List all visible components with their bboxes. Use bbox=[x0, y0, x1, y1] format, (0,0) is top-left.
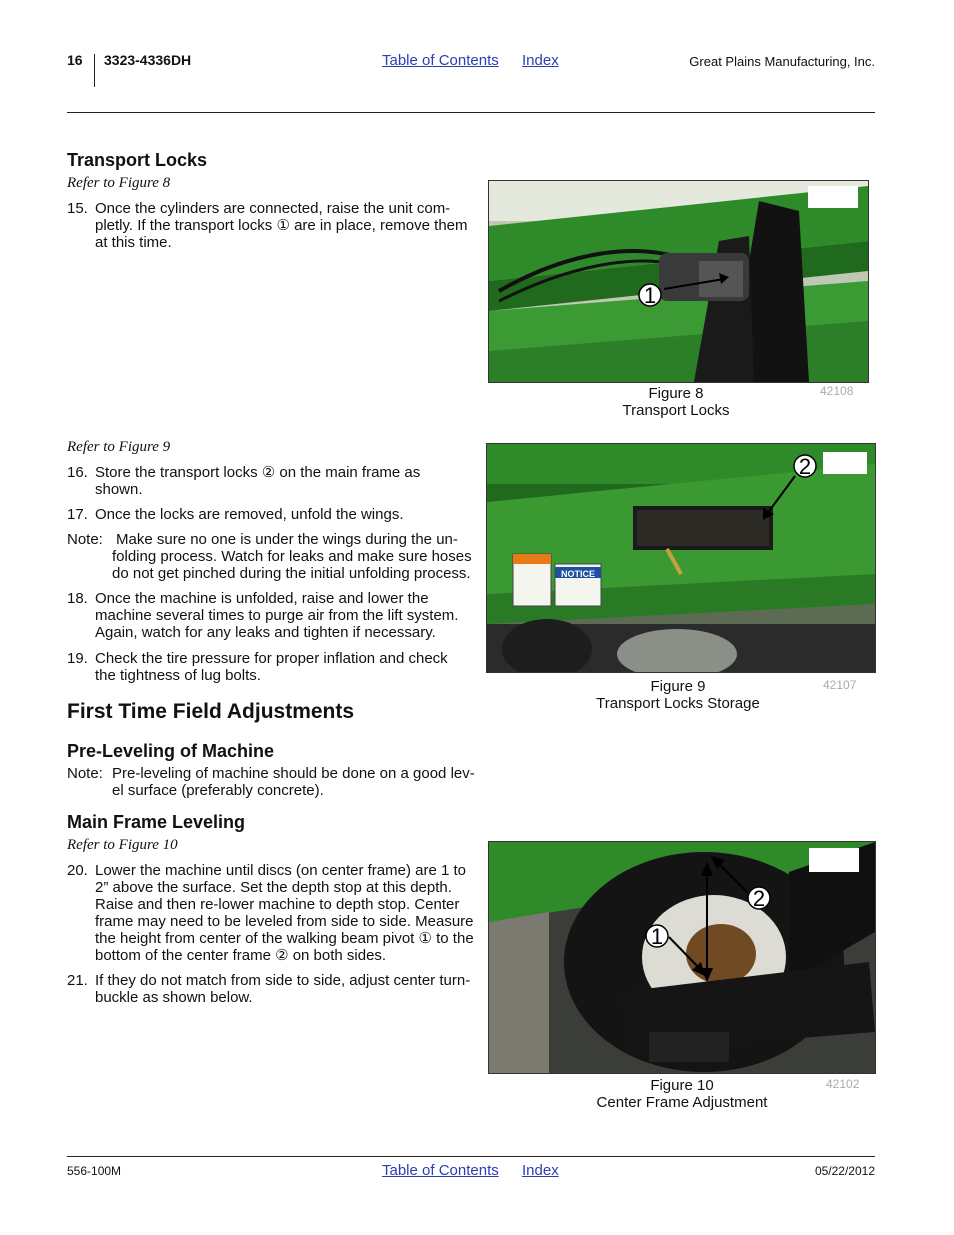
step-number: 18. bbox=[67, 590, 88, 607]
note-text bbox=[112, 531, 472, 582]
subsection-pre-leveling: Pre-Leveling of Machine bbox=[67, 741, 275, 761]
step-18 bbox=[67, 590, 487, 642]
step-21 bbox=[67, 972, 487, 1008]
figure-title: Transport Locks Storage bbox=[596, 695, 760, 712]
step-number: 16. bbox=[67, 464, 88, 481]
step-line: frame may need to be leveled from side to side. Measure bbox=[95, 913, 474, 930]
figure-10-id: 42102 bbox=[826, 1077, 860, 1091]
step-number: 15. bbox=[67, 200, 88, 217]
step-line: the tightness of lug bolts. bbox=[95, 667, 261, 684]
step-line: machine several times to purge air from the lift system. bbox=[95, 607, 459, 624]
note-label: Note: bbox=[67, 531, 103, 548]
step-text bbox=[95, 200, 468, 251]
note-text bbox=[112, 765, 475, 799]
note-pre-leveling bbox=[67, 765, 487, 801]
step-line: Once the cylinders are connected, raise the unit com- bbox=[95, 200, 451, 217]
step-line: Lower the machine until discs (on center frame) are 1 to bbox=[95, 862, 467, 879]
step-20 bbox=[67, 862, 487, 966]
doc-id: 3323-4336DH bbox=[104, 52, 192, 68]
step-line: Store the transport locks ② on the main frame as bbox=[95, 464, 421, 481]
step-number: 17. bbox=[67, 506, 88, 523]
notice-label: NOTICE bbox=[560, 569, 596, 579]
callout-2: 2 bbox=[798, 454, 812, 479]
section-title-first-time-field: First Time Field Adjustments bbox=[67, 700, 355, 723]
figure-reference: Refer to Figure 9 bbox=[67, 439, 171, 455]
header-divider bbox=[94, 54, 95, 87]
index-link-header[interactable]: Index bbox=[522, 52, 559, 69]
figure-reference: Refer to Figure 8 bbox=[67, 175, 171, 191]
note-line: Pre-leveling of machine should be done on a good lev- bbox=[112, 765, 475, 782]
publish-date: 05/22/2012 bbox=[814, 1164, 875, 1178]
step-line: pletly. If the transport locks ① are in place, remove them bbox=[95, 217, 468, 234]
step-line: the height from center of the walking beam pivot ① to the bbox=[95, 930, 474, 947]
note-line: do not get pinched during the initial unfolding process. bbox=[112, 565, 471, 582]
figure-title: Transport Locks bbox=[622, 402, 730, 419]
index-link-footer[interactable]: Index bbox=[522, 1162, 559, 1179]
step-text bbox=[95, 464, 420, 498]
step-text bbox=[95, 590, 458, 641]
note-unfolding bbox=[67, 531, 487, 583]
transport-lock-photo bbox=[489, 181, 868, 382]
step-16 bbox=[67, 464, 487, 500]
figure-label: Figure 10 bbox=[650, 1077, 714, 1094]
note-label: Note: bbox=[67, 765, 103, 782]
subsection-main-frame-leveling: Main Frame Leveling bbox=[67, 812, 246, 832]
figure-label: Figure 8 bbox=[648, 385, 704, 402]
figure-10-caption bbox=[582, 1077, 782, 1111]
step-line: shown. bbox=[95, 481, 143, 498]
figure-8-id: 42108 bbox=[820, 384, 854, 398]
step-number: 20. bbox=[67, 862, 88, 879]
figure-title: Center Frame Adjustment bbox=[596, 1094, 768, 1111]
center-frame-adjustment-photo bbox=[489, 842, 875, 1073]
figure-reference: Refer to Figure 10 bbox=[67, 837, 178, 853]
step-line: If they do not match from side to side, adjust center turn- bbox=[95, 972, 471, 989]
step-19 bbox=[67, 650, 487, 686]
step-line: Raise and then re-lower machine to depth stop. Center bbox=[95, 896, 460, 913]
step-17 bbox=[67, 506, 487, 524]
figure-10-image bbox=[488, 841, 876, 1074]
toc-link-footer[interactable]: Table of Contents bbox=[382, 1162, 499, 1179]
transport-lock-storage-photo bbox=[487, 444, 875, 672]
footer-rule bbox=[67, 1156, 875, 1157]
step-line: buckle as shown below. bbox=[95, 989, 253, 1006]
note-line: el surface (preferably concrete). bbox=[112, 782, 324, 799]
figure-8-caption bbox=[576, 385, 776, 419]
step-line: at this time. bbox=[95, 234, 172, 251]
company-name: Great Plains Manufacturing, Inc. bbox=[689, 54, 875, 69]
section-title-transport-locks: Transport Locks bbox=[67, 150, 208, 170]
step-line: Once the machine is unfolded, raise and lower the bbox=[95, 590, 429, 607]
callout-1: 1 bbox=[643, 283, 657, 308]
note-line: folding process. Watch for leaks and make sure hoses bbox=[112, 548, 472, 565]
figure-9-id: 42107 bbox=[823, 678, 857, 692]
toc-link-header[interactable]: Table of Contents bbox=[382, 52, 499, 69]
step-number: 21. bbox=[67, 972, 88, 989]
step-text: Once the locks are removed, unfold the wings. bbox=[95, 506, 404, 523]
figure-9-caption bbox=[578, 678, 778, 712]
figure-9-image bbox=[486, 443, 876, 673]
doc-number: 556-100M bbox=[67, 1164, 122, 1178]
step-15 bbox=[67, 200, 487, 252]
page-number: 16 bbox=[67, 52, 83, 68]
figure-label: Figure 9 bbox=[650, 678, 706, 695]
step-line: Check the tire pressure for proper inflation and check bbox=[95, 650, 448, 667]
callout-2: 2 bbox=[752, 886, 766, 911]
step-text bbox=[95, 972, 470, 1006]
callout-1: 1 bbox=[650, 924, 664, 949]
step-line: 2” above the surface. Set the depth stop at this depth. bbox=[95, 879, 452, 896]
figure-8-image bbox=[488, 180, 869, 383]
step-text bbox=[95, 650, 448, 684]
step-line: Again, watch for any leaks and tighten if necessary. bbox=[95, 624, 436, 641]
step-line: bottom of the center frame ② on both sides. bbox=[95, 947, 387, 964]
step-text bbox=[95, 862, 474, 964]
header-rule bbox=[67, 112, 875, 113]
note-line: Make sure no one is under the wings during the un- bbox=[116, 531, 458, 548]
step-number: 19. bbox=[67, 650, 88, 667]
